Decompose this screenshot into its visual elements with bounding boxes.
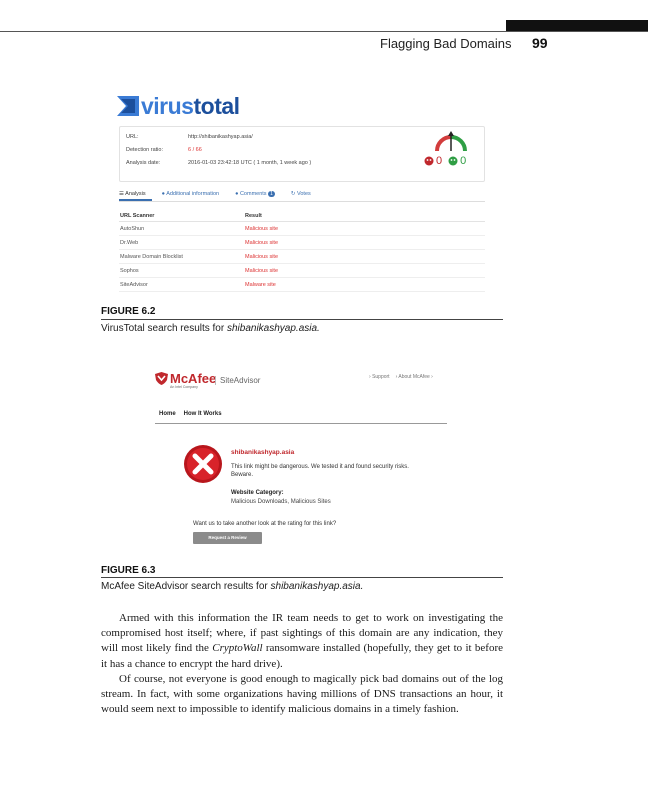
figure-6-2-label: FIGURE 6.2	[101, 306, 156, 317]
page-number: 99	[532, 35, 548, 51]
scan-result: Malicious site	[245, 253, 279, 260]
table-row	[119, 250, 485, 264]
malicious-vote-icon[interactable]	[424, 156, 434, 166]
flagged-domain: shibanikashyap.asia	[231, 449, 295, 456]
mcafee-nav	[159, 411, 222, 417]
scanner-name: Sophos	[120, 267, 139, 274]
virustotal-screenshot	[117, 94, 487, 299]
nav-home[interactable]: Home	[159, 411, 176, 417]
review-question: Want us to take another look at the rating for this link?	[193, 521, 337, 527]
harmless-vote-icon[interactable]	[448, 156, 458, 166]
mcafee-top-links	[369, 374, 433, 380]
table-row	[119, 278, 485, 292]
figure-6-3-label: FIGURE 6.3	[101, 565, 156, 576]
table-row	[119, 236, 485, 250]
vt-date-label: Analysis date:	[126, 160, 161, 166]
siteadvisor-title: SiteAdvisor	[215, 376, 260, 385]
vt-gauge-icon	[434, 131, 468, 153]
figure-6-3-rule	[101, 577, 503, 578]
virustotal-logo-text: virustotal	[141, 92, 240, 119]
nav-rule	[155, 423, 447, 424]
scanner-name: Malware Domain Blocklist	[120, 253, 183, 260]
scan-result: Malicious site	[245, 239, 279, 246]
vt-url-label: URL:	[126, 134, 139, 140]
request-review-button[interactable]: Request a Review	[193, 532, 262, 544]
tab-comments[interactable]: ● Comments 1	[235, 191, 273, 197]
scanner-name: SiteAdvisor	[120, 281, 148, 288]
vt-tab-bar	[119, 188, 485, 202]
virustotal-logo[interactable]	[117, 94, 240, 118]
running-head: Flagging Bad Domains	[380, 36, 512, 51]
paragraph-1: Armed with this information the IR team needs to get to work on investigating the compromised host itself; where, if past sightings of this domain are any indication, they will most likely find the CryptoWall ransomware installed (hopefully, they get to it before it has a chance to encrypt the hard drive).	[101, 612, 503, 670]
vt-ratio-value: 6 / 66	[188, 147, 202, 153]
table-row	[119, 222, 485, 236]
tab-additional-information[interactable]: ● Additional information	[161, 191, 220, 197]
mcafee-shield-icon	[155, 372, 168, 385]
danger-warning: This link might be dangerous. We tested it and found security risks. Beware.	[231, 464, 409, 478]
danger-x-icon	[183, 444, 223, 484]
malicious-vote-count: 0	[436, 155, 443, 167]
virustotal-logo-icon	[117, 96, 139, 116]
mcafee-logo[interactable]	[155, 372, 216, 389]
vt-votes	[424, 155, 466, 167]
analysis-icon: ☰	[119, 191, 126, 197]
table-header	[119, 210, 485, 222]
figure-6-2-caption: VirusTotal search results for shibanikashyap.asia.	[101, 323, 320, 334]
vt-results-table	[119, 210, 485, 292]
scan-result: Malware site	[245, 281, 276, 288]
mcafee-brand-text	[170, 372, 216, 389]
about-mcafee-link[interactable]: › About McAfee ›	[395, 374, 433, 380]
header-bar	[506, 20, 648, 31]
info-icon: ●	[161, 191, 167, 197]
scanner-name: AutoShun	[120, 225, 145, 232]
tab-votes[interactable]: ↻ Votes	[290, 191, 311, 197]
scanner-name: Dr.Web	[120, 239, 139, 246]
figure-6-2-rule	[101, 319, 503, 320]
vt-summary-card	[119, 126, 485, 182]
table-row	[119, 264, 485, 278]
nav-how-it-works[interactable]: How It Works	[183, 411, 222, 417]
scan-result: Malicious site	[245, 267, 279, 274]
body-text	[101, 611, 503, 717]
scan-result: Malicious site	[245, 225, 279, 232]
category-value: Malicious Downloads, Malicious Sites	[231, 499, 331, 505]
scanner-column-header: URL Scanner	[120, 212, 155, 219]
support-link[interactable]: › Support	[369, 374, 390, 380]
header-rule	[0, 31, 648, 32]
category-label: Website Category:	[231, 490, 284, 496]
paragraph-2: Of course, not everyone is good enough to magically pick bad domains out of the log stream. In fact, with some organizations having millions of DNS transactions an hour, it would seem next to impossible to identify malicious domains in a timely fashion.	[101, 672, 503, 716]
mcafee-screenshot	[155, 368, 447, 553]
tab-analysis[interactable]: ☰ Analysis	[119, 188, 152, 201]
figure-6-3-caption: McAfee SiteAdvisor search results for shibanikashyap.asia.	[101, 581, 364, 592]
vt-ratio-label: Detection ratio:	[126, 147, 163, 153]
vt-url-value[interactable]: http://shibanikashyap.asia/	[188, 134, 253, 140]
harmless-vote-count: 0	[460, 155, 467, 167]
comment-icon: ●	[235, 191, 240, 197]
comments-count-badge: 1	[270, 191, 273, 197]
vt-date-value: 2016-01-03 23:42:18 UTC ( 1 month, 1 week ago )	[188, 160, 312, 166]
votes-icon: ↻	[290, 191, 297, 197]
result-column-header: Result	[245, 212, 262, 219]
mcafee-subtitle: An Intel Company	[170, 385, 198, 389]
mcafee-name: McAfee	[170, 371, 217, 386]
